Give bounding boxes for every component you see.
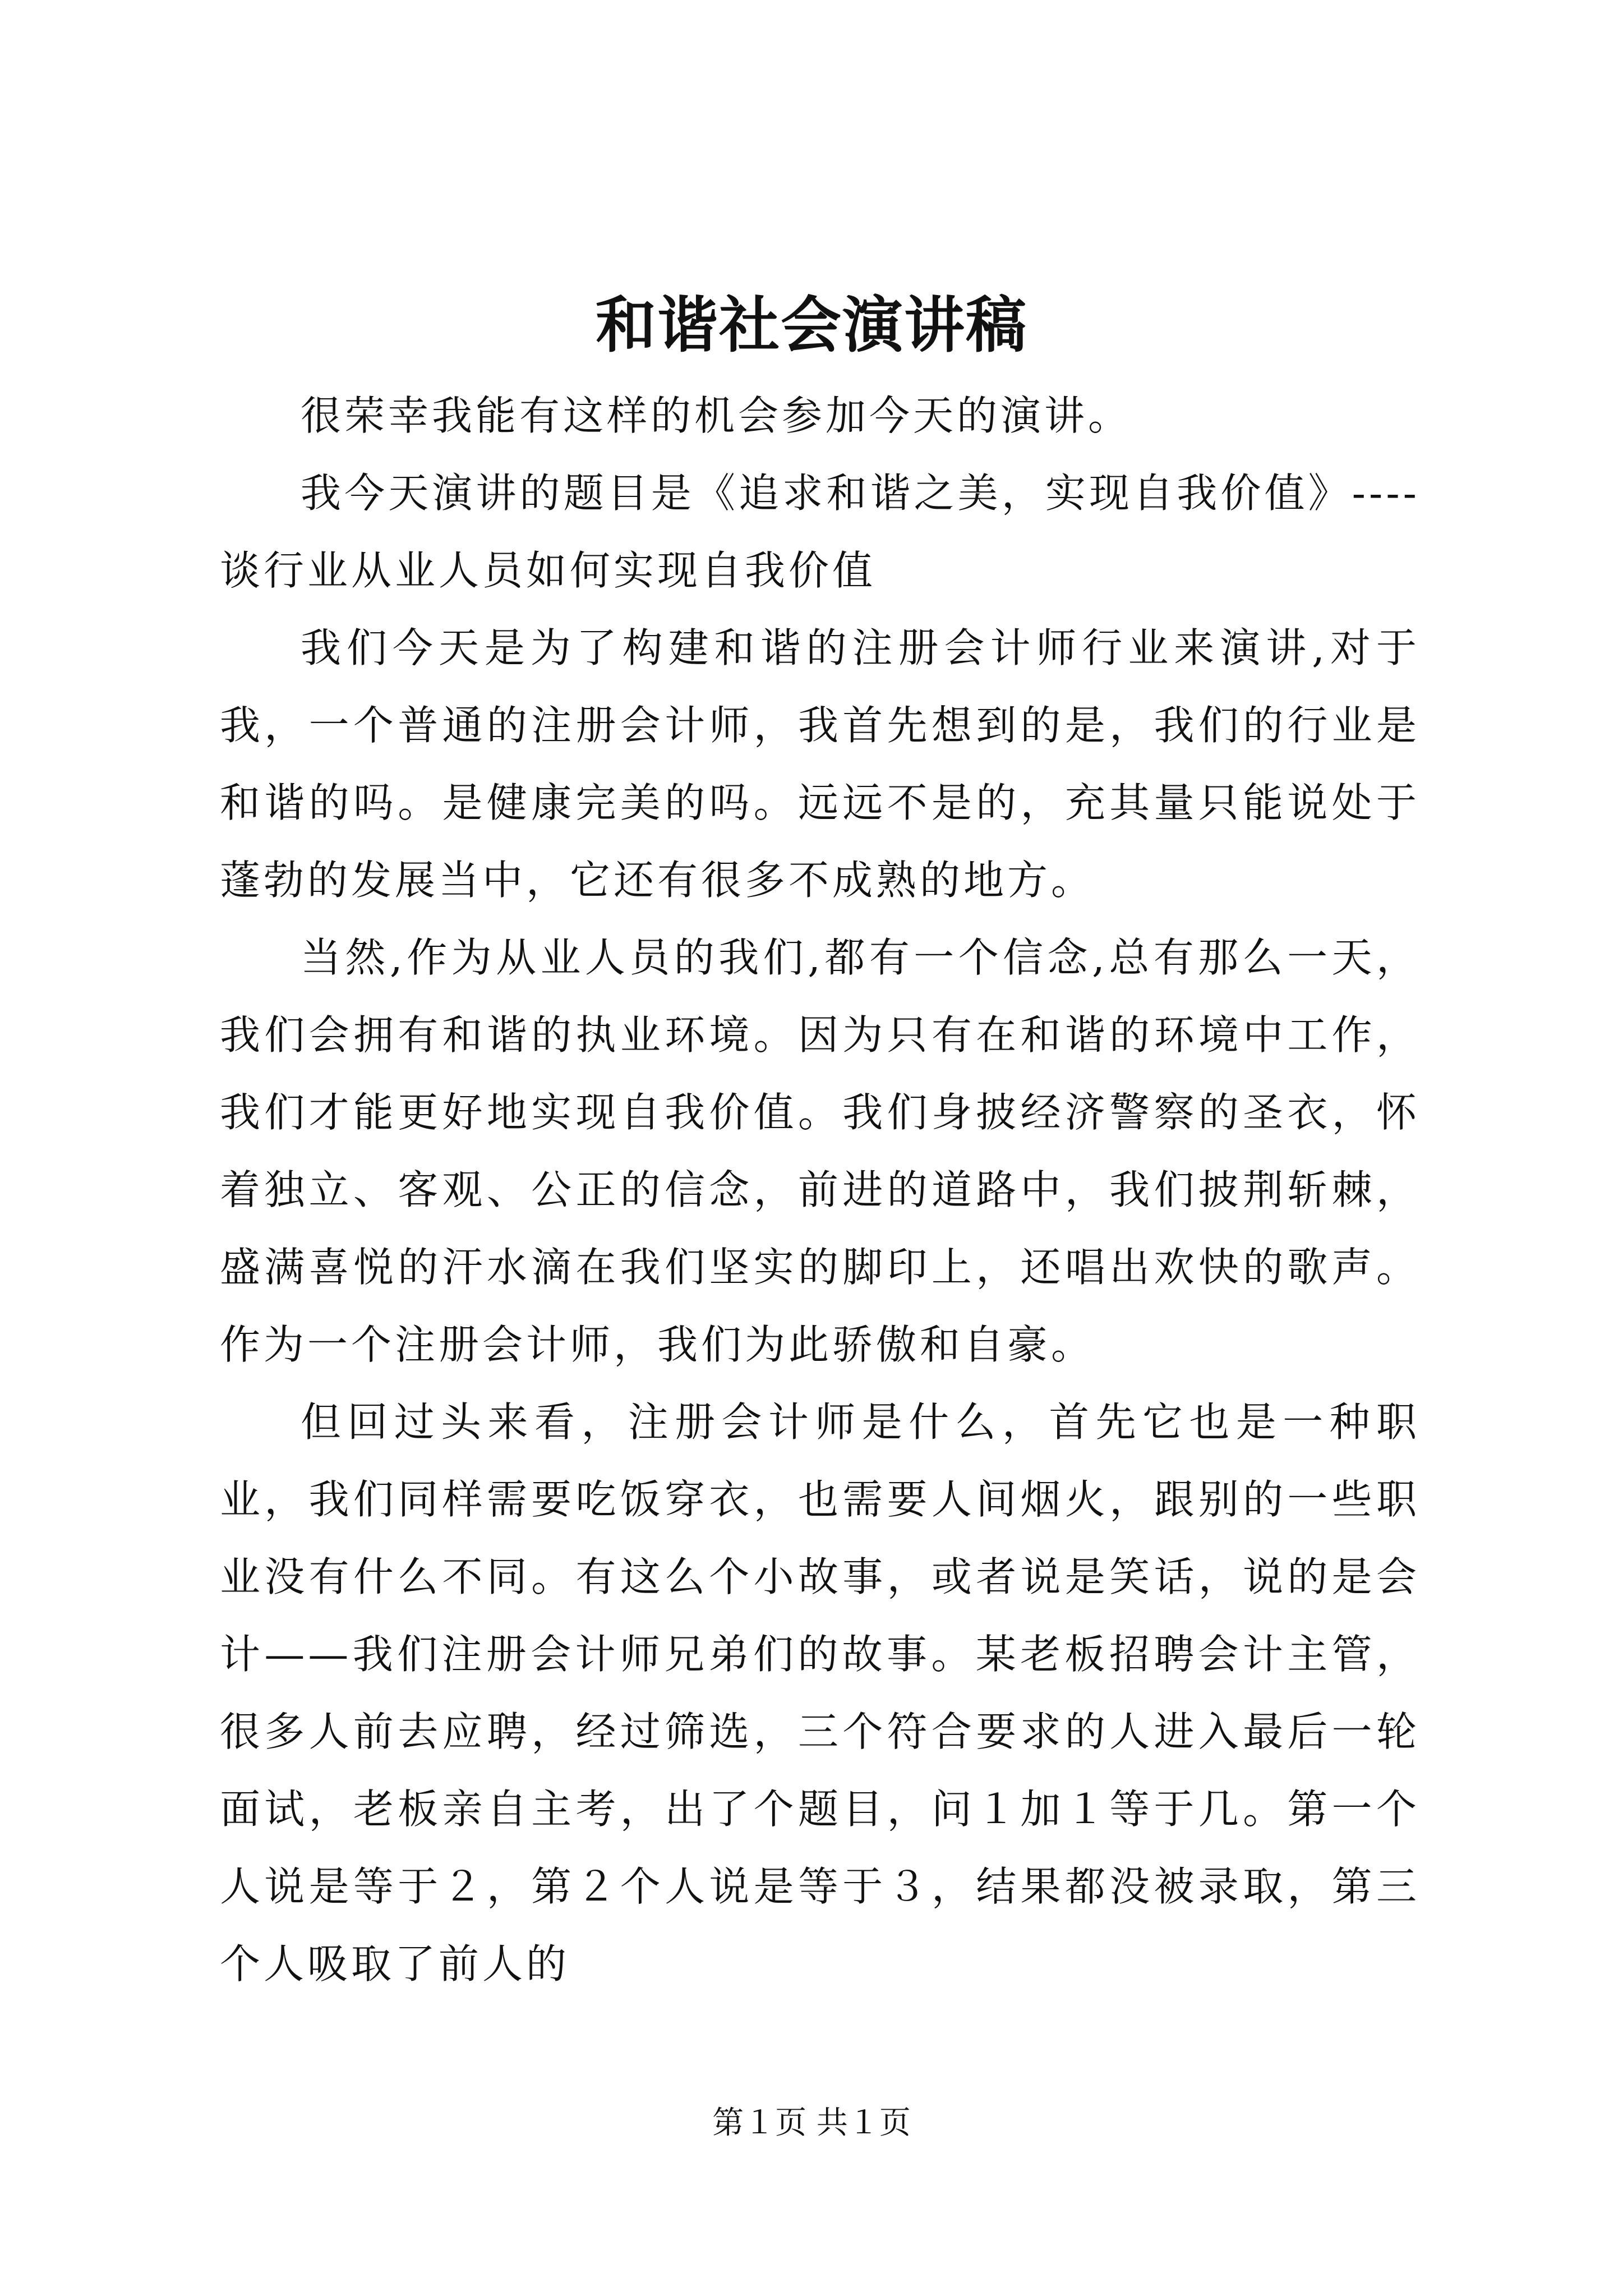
paragraph: 但回过头来看，注册会计师是什么，首先它也是一种职业，我们同样需要吃饭穿衣，也需要人间烟火，跟别的一些职业没有什么不同。有这么个小故事，或者说是笑话，说的是会计——我们注册会计师兄弟们的故事。某老板招聘会计主管，很多人前去应聘，经过筛选，三个符合要求的人进入最后一轮面试，老板亲自主考，出了个题目，问１加１等于几。第一个人说是等于２，第２个人说是等于３，结果都没被录取，第三个人吸取了前人的 bbox=[220, 1398, 1420, 1987]
document-title: 和谐社会演讲稿 bbox=[595, 290, 1027, 361]
page-number-footer: 第１页 共１页 bbox=[712, 2105, 911, 2141]
paragraph: 很荣幸我能有这样的机会参加今天的演讲。 bbox=[301, 392, 1132, 439]
paragraph: 我们今天是为了构建和谐的注册会计师行业来演讲,对于我，一个普通的注册会计师，我首先想到的是，我们的行业是和谐的吗。是健康完美的吗。远远不是的，充其量只能说处于蓬勃的发展当中，它还有很多不成熟的地方。 bbox=[220, 624, 1420, 904]
paragraph: 当然,作为从业人员的我们,都有一个信念,总有那么一天，我们会拥有和谐的执业环境。因为只有在和谐的环境中工作，我们才能更好地实现自我价值。我们身披经济警察的圣衣，怀着独立、客观、公正的信念，前进的道路中，我们披荆斩棘，盛满喜悦的汗水滴在我们坚实的脚印上，还唱出欢快的歌声。作为一个注册会计师，我们为此骄傲和自豪。 bbox=[220, 934, 1420, 1368]
paragraph: 我今天演讲的题目是《追求和谐之美，实现自我价值》----谈行业从业人员如何实现自我价值 bbox=[220, 470, 1420, 594]
document-body bbox=[220, 377, 1420, 2003]
